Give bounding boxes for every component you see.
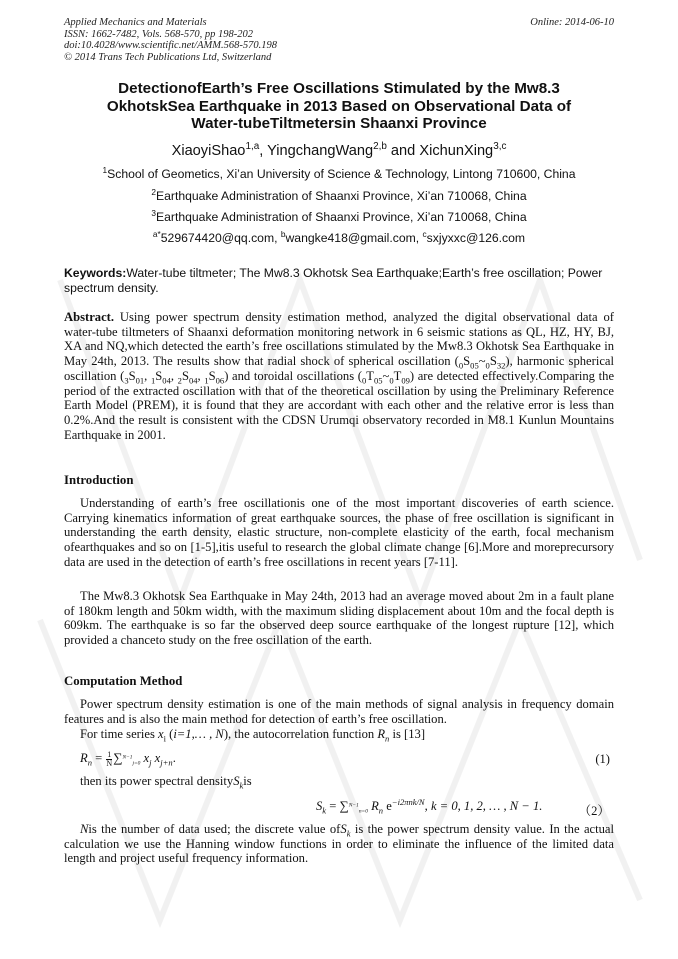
email-address: 529674420@qq.com,	[160, 231, 281, 245]
author-list	[60, 143, 618, 159]
abstract-text: ) are detected effectively.Comparing the period of the extracted oscillation with that of the theoretical oscillation by using the Preliminary Reference Earth Model (PREM), it is found that they are accordant with each other and the relative error is less than 0.2%.And the result is consistent with the CDSN Urumqi observatory recorded in M8.1 Kunlun Mountains Earthquake in 2001.	[64, 368, 615, 442]
title-line: Water-tubeTiltmetersin Shaanxi Province	[191, 115, 487, 132]
equation-psd: $S_k = \sum^{N-1}_{n=0}$ $R_n$ $e^{-i2\pi nk/N}$, k = 0, 1, 2, … , N − 1.	[316, 796, 543, 816]
math-range: i=1,… , N	[173, 727, 224, 741]
affiliation-text: Earthquake Administration of Shaanxi Province, Xi’an 710068, China	[156, 189, 527, 203]
email-line	[60, 228, 618, 245]
author-separator: and	[386, 143, 420, 159]
online-date: Online: 2014-06-10	[530, 17, 614, 28]
affiliation-sup: 3	[151, 207, 156, 218]
math-sub: i	[163, 733, 166, 744]
math-sub: n	[385, 733, 390, 744]
email-sup: c	[422, 228, 427, 239]
journal-name: Applied Mechanics and Materials	[64, 17, 207, 28]
method-paragraph	[80, 774, 614, 789]
method-text: is the number of data used; the discrete value of	[88, 822, 341, 836]
equation-number: （2）	[578, 804, 610, 818]
email-address: sxjyxxc@126.com	[426, 231, 526, 245]
math-var: S	[340, 822, 347, 836]
issn-line: ISSN: 1662-7482, Vols. 568-570, pp 198-202	[64, 28, 253, 40]
method-paragraph: Power spectrum density estimation is one of the main methods of signal analysis in frequency domain features and is also the main method for detection of earth’s free oscillation.	[64, 697, 614, 726]
title-line: OkhotskSea Earthquake in 2013 Based on Observational Data of	[106, 97, 572, 115]
intro-paragraph: The Mw8.3 Okhotsk Sea Earthquake in May 24th, 2013 had an average moved about 2m in a fault plane of 180km length and 50km width, with the maximum sliding displacement about 10m and the focal depth is 609km. The earthquake is so far the observed deep source earthquake of the longest rupture [12], which provided a chanceto study on the free oscillation of the earth.	[64, 589, 614, 648]
method-paragraph	[64, 727, 614, 742]
author-separator: ,	[259, 143, 268, 159]
affiliation	[60, 207, 618, 224]
method-text: is	[243, 774, 252, 788]
abstract-text: ), harmonic spherical oscillation (	[64, 354, 615, 383]
equation-number: (1)	[595, 752, 610, 766]
math-var: x	[158, 727, 164, 741]
author-sup: 1,a	[245, 141, 260, 153]
email-sup: b	[280, 228, 286, 239]
keywords	[64, 266, 614, 295]
affiliation-text: Earthquake Administration of Shaanxi Province, Xi’an 710068, China	[156, 210, 527, 224]
affiliation	[60, 164, 618, 181]
affiliation-sup: 2	[151, 186, 156, 197]
affiliation-text: School of Geometics, Xi’an University of Science & Technology, Lintong 710600, China	[107, 167, 576, 181]
paper-title	[60, 80, 618, 133]
math-var: S	[233, 774, 240, 788]
author-sup: 2,b	[373, 141, 387, 153]
math-sub: k	[239, 780, 244, 791]
abstract: Abstract. Using power spectrum density estimation method, analyzed the digital observational data of water-tube tiltmeters of Shaanxi deformation monitoring network in 6 seismic stations as QL, HZ, HY, BJ, XA and NQ,which detected the earth’s free oscillations stimulated by the Mw8.3 Okhotsk Sea Earthquake in May 24th, 2013. The results show that radial shock of spherical oscillation $(_0S_{05}\sim_0S_{32})$, harmonic spherical oscillation ($_3S_{01}$, $_1S_{04}$, $_2S_{04}$, $_1S_{06}$) and toroidal oscillations $(_0T_{05}\sim_0T_{09})$ are detected effectively.Comparing the period of the extracted oscillation with that of the theoretical oscillation by using the Preliminary Reference Earth Model (PREM), it is found that they are accordant with each other and the relative error is less than 0.2%.And the result is consistent with the CDSN Urumqi observatory recorded in M8.1 Kunlun Mountains Earthquake in 2001.	[64, 310, 615, 442]
method-text: is the power spectrum density value. In the actual calculation we use the Hanning window functions in order to eliminate the influence of the limited data length and project useful frequency information.	[64, 822, 615, 866]
method-text: is [13]	[389, 727, 426, 741]
author-name: XichunXing	[419, 143, 494, 159]
affiliation	[60, 186, 618, 203]
email-sup: a*	[152, 228, 161, 239]
author-sup: 3,c	[493, 141, 507, 153]
math-var: R	[377, 727, 386, 741]
math-sub: k	[346, 828, 351, 839]
method-text: (	[165, 727, 174, 741]
section-heading: Introduction	[64, 473, 134, 487]
intro-paragraph: Understanding of earth’s free oscillationis one of the most important discoveries of earth science. Carrying kinematics information of great earthquake sources, the phase of free oscillation is significant in understanding the earth density, elastic structure, non-complete elasticity of the earth, focal mechanism ofearthquakes and so on [1-5],itis useful to research the global climate change [6].More and moreprecursory data are used in the detection of earth’s free oscillations in recent years [7-11].	[64, 496, 614, 569]
affiliation-sup: 1	[102, 164, 108, 175]
abstract-label: Abstract.	[64, 310, 115, 324]
doi-line: doi:10.4028/www.scientific.net/AMM.568-570.198	[64, 40, 277, 52]
equation-tail: , k = 0, 1, 2, … , N − 1.	[424, 799, 543, 813]
method-text: For time series	[80, 727, 158, 741]
keywords-text: Water-tube tiltmeter; The Mw8.3 Okhotsk Sea Earthquake;Earth’s free oscillation; Power spectrum density.	[64, 266, 603, 295]
author-name: YingchangWang	[267, 143, 374, 159]
copyright-line: © 2014 Trans Tech Publications Ltd, Switzerland	[64, 51, 272, 63]
author-name: XiaoyiShao	[171, 143, 246, 159]
email-address: wangke418@gmail.com,	[285, 231, 423, 245]
title-line: DetectionofEarth’s Free Oscillations Stimulated by the Mw8.3	[118, 80, 560, 97]
section-heading: Computation Method	[64, 674, 183, 688]
equation-autocorrelation: $R_n$ = $\frac{1}{N}$ ∑$^{N-1}_{j=0}$ $x_j$ $x_{j+n}$.	[80, 749, 176, 768]
journal-header	[64, 17, 277, 63]
method-text: then its power spectral density	[80, 774, 234, 788]
abstract-text: ) and toroidal oscillations (	[224, 368, 362, 383]
method-text: ), the autocorrelation function	[223, 727, 378, 741]
method-paragraph	[64, 822, 614, 866]
math-var: N	[80, 822, 89, 836]
abstract-text: Using power spectrum density estimation method, analyzed the digital observational data of water-tube tiltmeters of Shaanxi deformation monitoring network in 6 seismic stations as QL, HZ, HY, BJ, XA and NQ,which detected the earth’s free oscillations stimulated by the Mw8.3 Okhotsk Sea Earthquake in May 24th, 2013. The results show that radial shock of spherical oscillation (	[64, 310, 614, 369]
keywords-label: Keywords:	[64, 266, 127, 280]
